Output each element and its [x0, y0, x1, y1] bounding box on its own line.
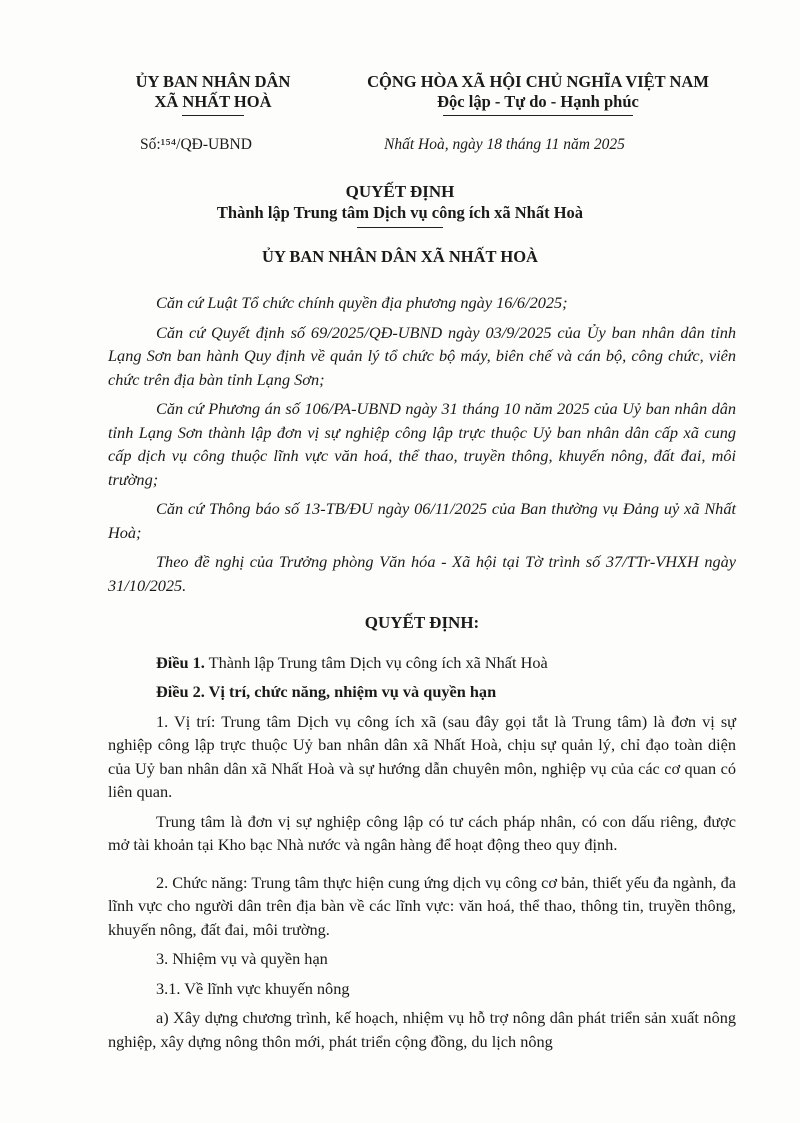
preamble-clause: Theo đề nghị của Trưởng phòng Văn hóa - Xã hội tại Tờ trình số 37/TTr-VHXH ngày 31/10/2025. [108, 552, 736, 595]
title-subject: Thành lập Trung tâm Dịch vụ công ích xã Nhất Hoà [216, 203, 584, 222]
article-1 [108, 651, 736, 675]
preamble-clause: Căn cứ Quyết định số 69/2025/QĐ-UBND ngày 03/9/2025 của Ủy ban nhân dân tỉnh Lạng Sơn ban hành Quy định về quản lý tổ chức bộ máy, biên chế và cán bộ, công chức, viên chức trên địa bàn tỉnh Lạng Sơn; [108, 322, 736, 389]
place-and-date: Nhất Hoà, ngày 18 tháng 11 năm 2025 [384, 136, 625, 153]
title-underline [357, 227, 443, 228]
issuing-authority: ỦY BAN NHÂN DÂN XÃ NHẤT HOÀ [262, 247, 538, 266]
issuing-organization [118, 72, 308, 116]
article-1-text: Thành lập Trung tâm Dịch vụ công ích xã Nhất Hoà [204, 652, 548, 672]
preamble-clause: Căn cứ Thông báo số 13-TB/ĐU ngày 06/11/2025 của Ban thường vụ Đảng uỷ xã Nhất Hoà; [108, 499, 736, 542]
preamble-clause: Căn cứ Phương án số 106/PA-UBND ngày 31 tháng 10 năm 2025 của Uỷ ban nhân dân tỉnh Lạng Sơn thành lập đơn vị sự nghiệp công lập trực thuộc Uỷ ban nhân dân cấp xã cung cấp dịch vụ công thuộc lĩnh vực văn hoá, thể thao, truyền thông, khuyến nông, đất đai, môi trường; [108, 399, 736, 489]
country-name: CỘNG HÒA XÃ HỘI CHỦ NGHĨA VIỆT NAM [367, 72, 709, 91]
article-2-function: 2. Chức năng: Trung tâm thực hiện cung ứng dịch vụ công cơ bản, thiết yếu đa ngành, đa lĩnh vực cho người dân trên địa bàn về các lĩnh vực: văn hoá, thể thao, thông tin, truyền thông, khuyến nông, đất đai, môi trường. [108, 872, 736, 939]
national-motto: Độc lập - Tự do - Hạnh phúc [437, 92, 639, 111]
org-underline [182, 115, 244, 116]
decision-heading: QUYẾT ĐỊNH: [364, 613, 480, 632]
article-2-position: 1. Vị trí: Trung tâm Dịch vụ công ích xã (sau đây gọi tắt là Trung tâm) là đơn vị sự nghiệp công lập trực thuộc Uỷ ban nhân dân xã Nhất Hoà, chịu sự quản lý, chỉ đạo toàn diện của Uỷ ban nhân dân xã Nhất Hoà và sự hướng dẫn chuyên môn, nghiệp vụ của các cơ quan có liên quan. [108, 711, 736, 801]
article-2-duties-heading: 3. Nhiệm vụ và quyền hạn [156, 949, 328, 968]
article-2-item-a: a) Xây dựng chương trình, kế hoạch, nhiệm vụ hỗ trợ nông dân phát triển sản xuất nông nghiệp, xây dựng nông thôn mới, phát triển cộng đồng, du lịch nông [108, 1008, 736, 1051]
article-2-heading [108, 680, 736, 704]
document-body [108, 291, 736, 1059]
motto-underline [443, 115, 633, 116]
preamble-clause: Căn cứ Luật Tổ chức chính quyền địa phương ngày 16/6/2025; [156, 293, 568, 312]
article-2-agri-extension: 3.1. Về lĩnh vực khuyến nông [156, 978, 350, 998]
article-2-legal-status: Trung tâm là đơn vị sự nghiệp công lập có tư cách pháp nhân, có con dấu riêng, được mở tài khoản tại Kho bạc Nhà nước và ngân hàng để hoạt động theo quy định. [108, 811, 736, 854]
document-title [0, 182, 800, 228]
national-header [338, 72, 738, 116]
title-decision: QUYẾT ĐỊNH [345, 182, 455, 201]
org-name-line1: ỦY BAN NHÂN DÂN [135, 72, 291, 91]
document-number: Số:¹⁵⁴/QĐ-UBND [140, 136, 252, 153]
org-name-line2: XÃ NHẤT HOÀ [154, 92, 272, 111]
article-1-label: Điều 1. [156, 652, 205, 672]
article-2-heading-text: Điều 2. Vị trí, chức năng, nhiệm vụ và quyền hạn [156, 682, 497, 701]
